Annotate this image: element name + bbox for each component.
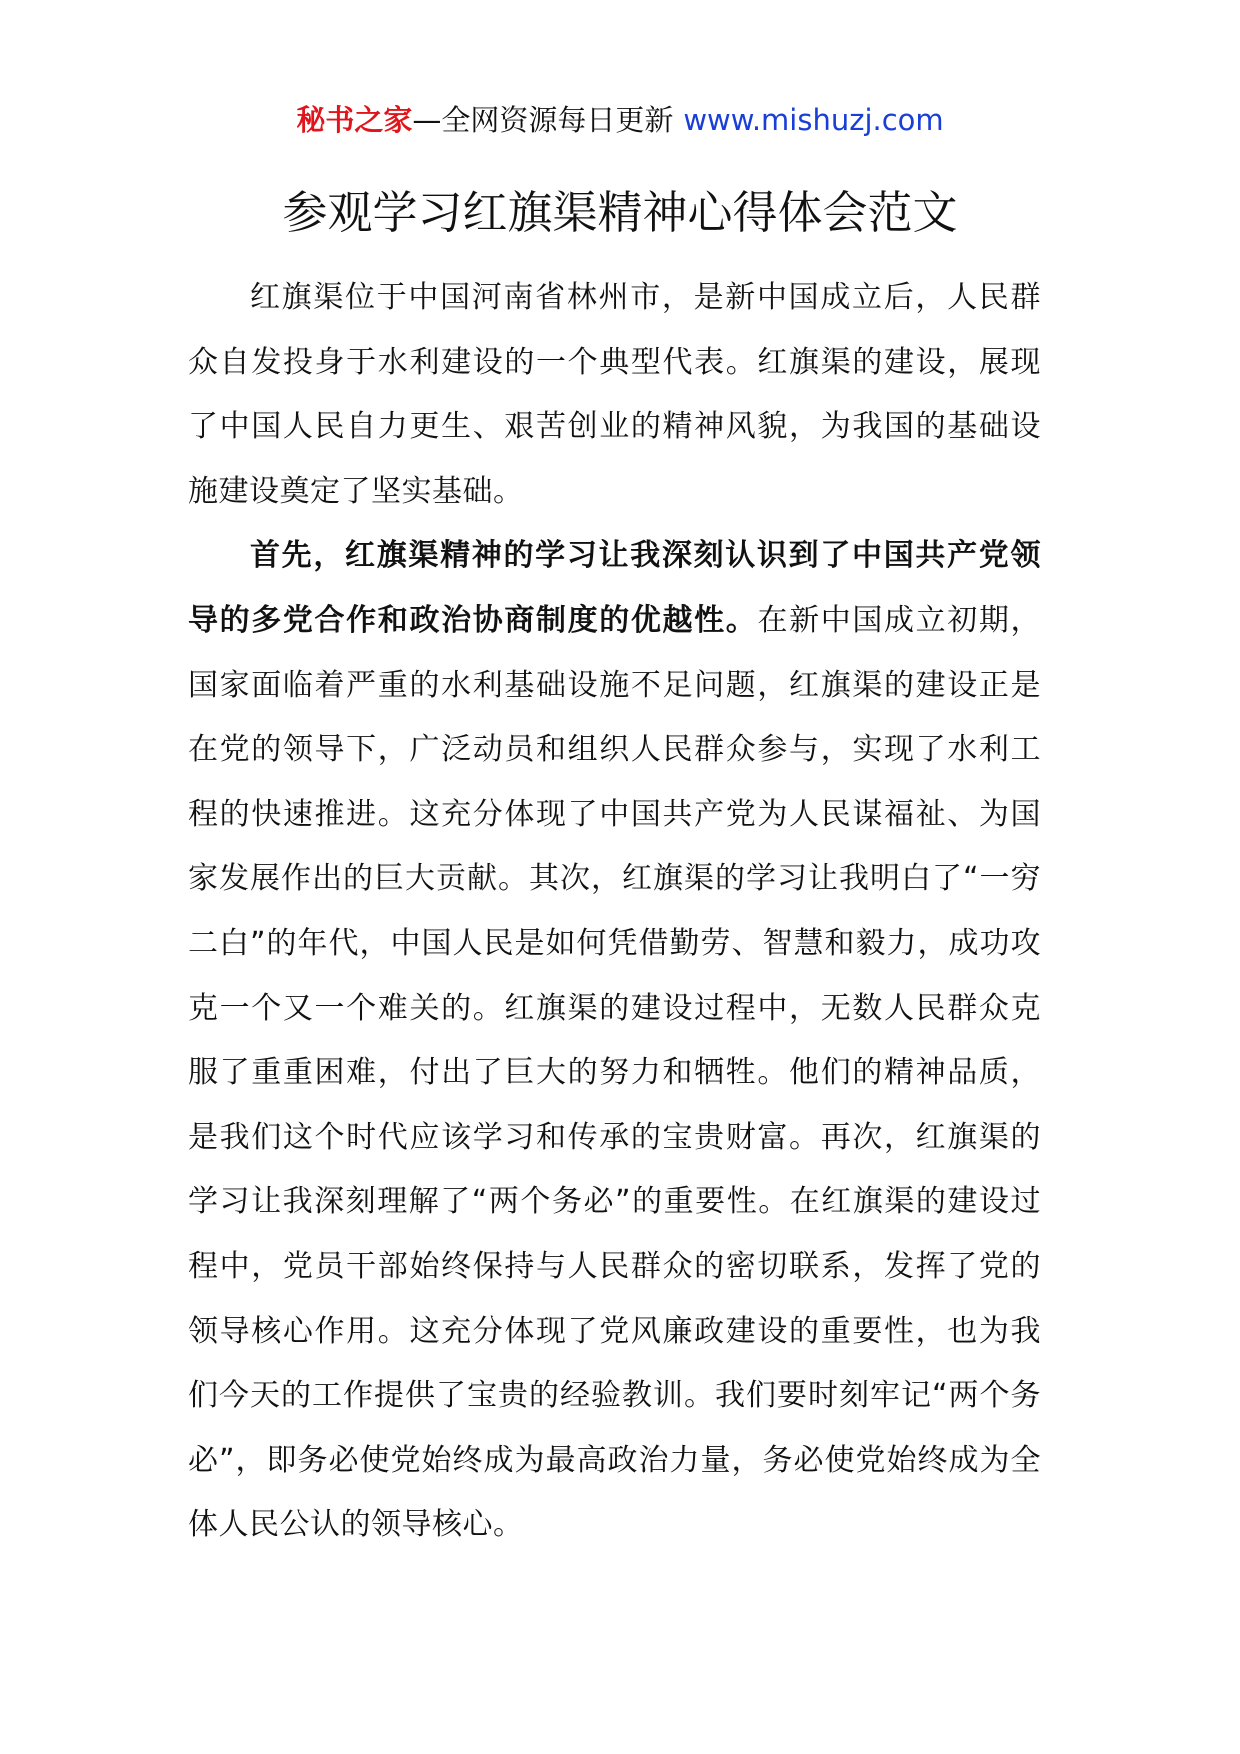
site-header bbox=[0, 100, 1240, 140]
paragraph-text: 在新中国成立初期，国家面临着严重的水利基础设施不足问题，红旗渠的建设正是在党的领导下，广泛动员和组织人民群众参与，实现了水利工程的快速推进。这充分体现了中国共产党为人民谋福祉、为国家发展作出的巨大贡献。其次，红旗渠的学习让我明白了“一穷二白”的年代，中国人民是如何凭借勤劳、智慧和毅力，成功攻克一个又一个难关的。红旗渠的建设过程中，无数人民群众克服了重重困难，付出了巨大的努力和牺牲。他们的精神品质，是我们这个时代应该学习和传承的宝贵财富。再次，红旗渠的学习让我深刻理解了“两个务必”的重要性。在红旗渠的建设过程中，党员干部始终保持与人民群众的密切联系，发挥了党的领导核心作用。这充分体现了党风廉政建设的重要性，也为我们今天的工作提供了宝贵的经验教训。我们要时刻牢记“两个务必”，即务必使党始终成为最高政治力量，务必使党始终成为全体人民公认的领导核心。 bbox=[188, 602, 1042, 1543]
paragraph-text: 红旗渠位于中国河南省林州市，是新中国成立后，人民群众自发投身于水利建设的一个典型代表。红旗渠的建设，展现了中国人民自力更生、艰苦创业的精神风貌，为我国的基础设施建设奠定了坚实基础。 bbox=[188, 280, 1041, 509]
site-url-link[interactable]: www.mishuzj.com bbox=[683, 103, 944, 137]
header-tagline: —全网资源每日更新 bbox=[412, 103, 674, 137]
document-title: 参观学习红旗渠精神心得体会范文 bbox=[282, 186, 958, 239]
paragraph-main bbox=[188, 524, 1041, 1558]
document-body bbox=[188, 266, 1041, 1558]
brand-name: 秘书之家 bbox=[296, 103, 413, 137]
paragraph-intro bbox=[188, 266, 1041, 524]
paragraph-bold-lead: 首先，红旗渠精神的学习让我深刻认识到了中国共产党领导的多党合作和政治协商制度的优越性。 bbox=[188, 538, 1041, 638]
